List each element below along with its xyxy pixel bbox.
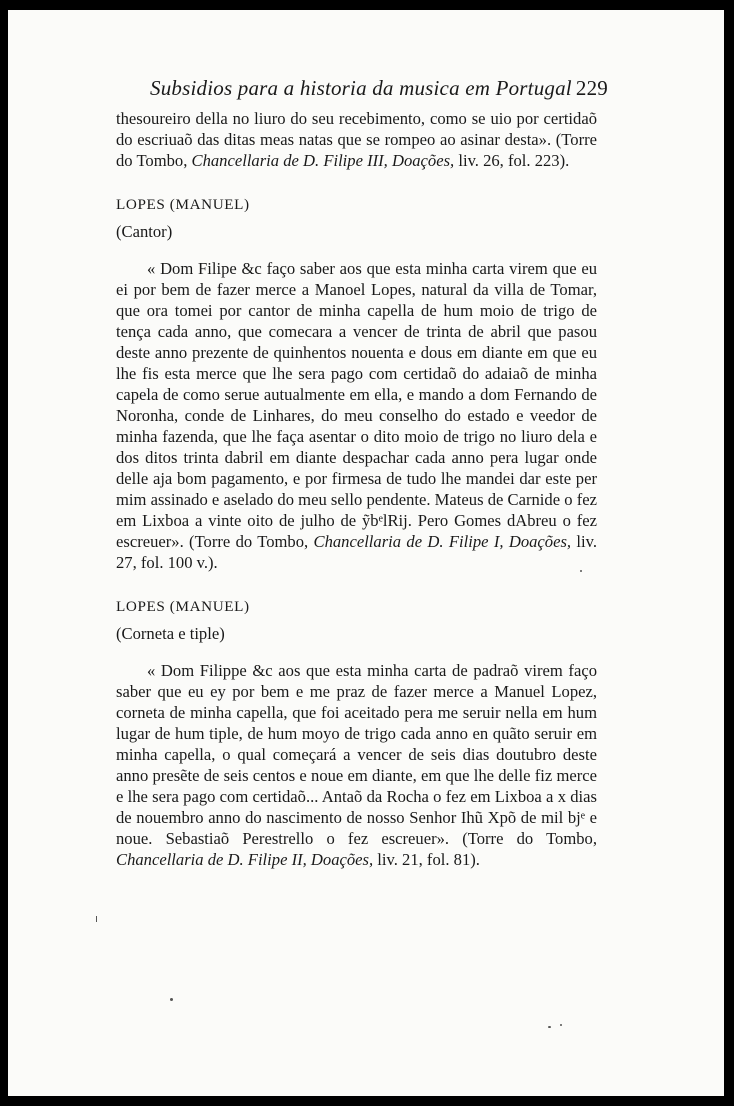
paper-speck [96,916,97,922]
paper-speck [170,998,173,1001]
intro-paragraph [116,108,597,171]
paper-speck [548,1026,551,1028]
paper-speck [580,570,582,572]
section2-heading: LOPES (MANUEL) [116,598,250,615]
section2-text: « Dom Filippe &c aos que esta minha carta de padraõ virem faço saber que eu ey por bem e me praz de fazer merce a Manuel Lopez, corneta de minha capella, que foi aceitado pera me seruir nella em hum lugar de hum tiple, de hum moyo de trigo cada anno en quãto seruir em minha capella, o qual começará a vencer de seis dias doutubro deste anno presẽte de seis centos e noue em diante, em que lhe delle fiz merce e lhe sera pago com certidaõ... Antaõ da Rocha o fez em Lixboa a x dias de nouembro anno do nascimento de nosso Senhor Ihũ Xpõ de mil bjᵉ e noue. Sebastiaõ Perestrello o fez escreuer». (Torre do Tombo, [116,661,597,848]
section2-ref: liv. 21, fol. 81). [373,850,480,869]
section1-subheading: (Cantor) [116,222,173,241]
intro-ref: liv. 26, fol. 223). [454,151,570,170]
section2-paragraph [116,660,597,870]
section2-subheading: (Corneta e tiple) [116,624,225,643]
intro-text: thesoureiro della no liuro do seu recebimento, como se uio por certidaõ do escriuaõ das ditas meas natas que se rompeo ao asinar desta». (Torre do Tombo, [116,109,597,170]
section2-source: Chancellaria de D. Filipe II, Doações, [116,850,374,869]
page-number: 229 [575,76,608,100]
page-sheet [8,10,724,1096]
section1-source: Chancellaria de D. Filipe I, Doações, [313,532,572,551]
running-head [150,76,608,101]
section1-text: « Dom Filipe &c faço saber aos que esta minha carta virem que eu ei por bem de fazer merce a Manoel Lopes, natural da villa de Tomar, que ora tomei por cantor de minha capella de hum moio de trigo de tença cada anno, que comecara a vencer de trinta de abril que pasou deste anno prezente de quinhentos nouenta e dous em diante em que eu lhe fis esta merce que lhe sera pago com certidaõ do adaiaõ de minha capela de como serue autualmente em ella, e mando a dom Fernando de Noronha, conde de Linhares, do meu conselho do estado e veedor de minha fazenda, que lhe faça asentar o dito moio de trigo no liuro dela e dos ditos trinta dabril em diante despachar cada anno pera lugar onde delle aja bom pagamento, e por firmesa de tudo lhe mandei dar este per mim assinado e aselado do meu sello pendente. Mateus de Carnide o fez em Lixboa a vinte oito de julho de ỹbᵉlRij. Pero Gomes dAbreu o fez escreuer». (Torre do Tombo, [116,259,597,551]
running-head-title: Subsidios para a historia da musica em Portugal [150,76,572,100]
section1-ref: liv. 27, fol. 100 v.). [116,532,597,572]
section1-heading: LOPES (MANUEL) [116,196,250,213]
intro-source: Chancellaria de D. Filipe III, Doações, [191,151,455,170]
body-text [116,108,597,870]
paper-speck [560,1024,562,1026]
section1-paragraph [116,258,597,573]
